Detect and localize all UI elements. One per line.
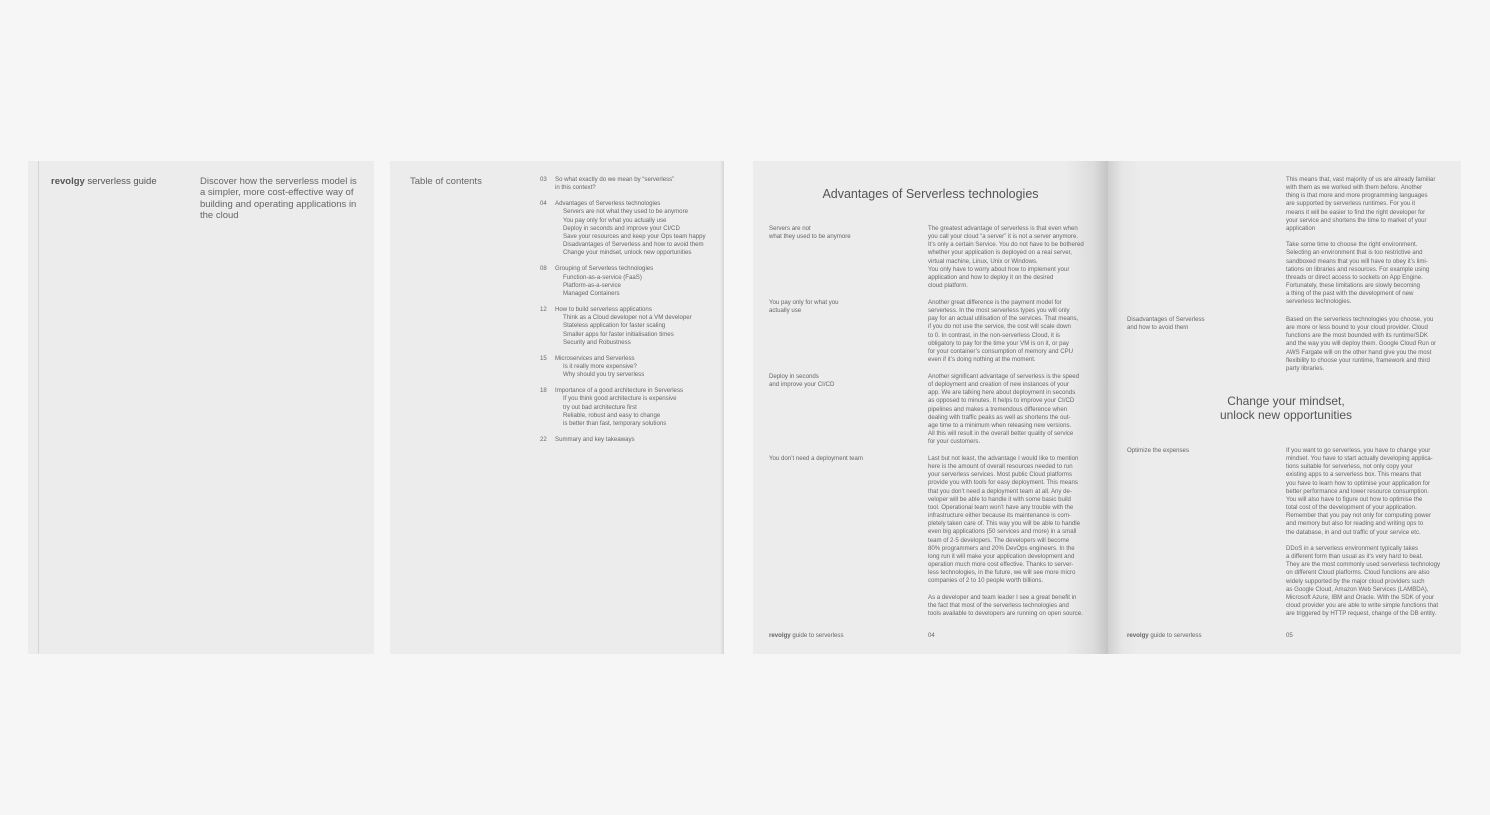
- toc-list: [540, 176, 720, 452]
- toc-subsection: Security and Robustness: [563, 338, 631, 346]
- brand-name: revolgy: [51, 176, 85, 187]
- toc-subsection: Managed Containers: [563, 289, 620, 297]
- page-number: 05: [1286, 632, 1293, 639]
- toc-section: [540, 265, 720, 298]
- toc-section-title: Grouping of Serverless technologies: [555, 265, 654, 273]
- toc-subsection: You pay only for what you actually use: [563, 216, 667, 224]
- toc-section-title: Microservices and Serverless: [555, 354, 635, 362]
- toc-subsection: Function-as-a-service (FaaS): [563, 273, 642, 281]
- section-body-disadvantages: Based on the serverless technologies you choose, you are more or less bound to your cloud provider. Cloud functions are the most bounded with its runtime/SDK and the way you will deploy them. Google Cloud Run or AWS Fargate will on the other hand give you the most flexibility to choose your runtime, framework and third party libraries.: [1286, 316, 1437, 372]
- toc-subsection: Is it really more expensive?: [563, 362, 637, 370]
- cover-page: [28, 161, 374, 654]
- toc-section: [540, 355, 720, 379]
- section-label-optimize: Optimize the expenses: [1127, 447, 1189, 454]
- toc-section-title: So what exactly do we mean by “serverless” in this context?: [555, 176, 675, 192]
- section-body-servers: The greatest advantage of serverless is that even when you call your cloud “a server” it is not a server anymore. It’s only a certain Service. You do not have to be bothered whether your application is deployed on a real server, virtual machine, Linux, Unix or Windows. You only have to worry about how to implement your application and how to deploy it on the desired cloud platform.: [928, 225, 1084, 290]
- page-footer: revolgy guide to serverless: [769, 632, 844, 639]
- toc-page-number: 15: [540, 354, 547, 362]
- section-body-deploy: Another significant advantage of serverless is the speed of deployment and creation of new instances of your app. We are talking here about deployment in seconds as opposed to minutes. It helps to improve your CI/CD pipelines and makes a tremendous difference when dealing with traffic peaks as well as shortens the out- age time to a minimum when releasing new versions. All this will result in the overall better quality of service for your customers.: [928, 373, 1080, 446]
- toc-subsection: Change your mindset, unlock new opportunities: [563, 249, 692, 257]
- toc-subsection: Deploy in seconds and improve your CI/CD: [563, 224, 680, 232]
- toc-page: [390, 161, 724, 654]
- page-footer: revolgy guide to serverless: [1127, 632, 1202, 639]
- toc-section-title: Summary and key takeaways: [555, 436, 635, 444]
- toc-subsection: is better than fast, temporary solutions: [563, 419, 667, 427]
- toc-page-number: 22: [540, 436, 547, 444]
- toc-subsection: Servers are not what they used to be anymore: [563, 208, 688, 216]
- page-number: 04: [928, 632, 935, 639]
- toc-section-title: How to build serverless applications: [555, 306, 652, 314]
- section-body-optimize: If you want to go serverless, you have to change your mindset. You have to start actually developing applica- tions suitable for serverless, not only copy your existing apps to a serverless box. This means that you have to learn how to optimise your application for better performance and lower resource consumption. You will also have to figure out how to optimise the total cost of the development of your application. Remember that you pay not only for computing power and memory but also for reading and writing ops to the database, in and out traffic of your service etc. DDoS in a serverless environment typically takes a different form than usual as it’s very hard to beat. They are the most commonly used serverless technology on different Cloud platforms. Cloud functions are also widely supported by the major cloud providers such as Google Cloud, Amazon Web Services (LAMBDA), Microsoft Azure, IBM and Oracle. With the SDK of your cloud provider you are able to write simple functions that are triggered by HTTP request, change of the DB entity.: [1286, 447, 1441, 618]
- page-05: [1108, 161, 1461, 654]
- toc-subsection: Reliable, robust and easy to change: [563, 411, 661, 419]
- section-heading: Advantages of Serverless technologies: [822, 187, 1039, 201]
- toc-page-number: 12: [540, 306, 547, 314]
- toc-subsection: try out bad architecture first: [563, 403, 637, 411]
- toc-section: [540, 306, 720, 347]
- section-label-servers: Servers are not what they used to be anymore: [769, 225, 851, 241]
- section-label-pay: You pay only for what you actually use: [769, 299, 839, 315]
- toc-section: [540, 387, 720, 428]
- section-body-pay: Another great difference is the payment model for serverless. In the most serverless types you will only pay for an actual utilisation of the services. That means, if you do not use the service, the cost will scale down to 0. In contrast, in the non-serverless Cloud, it is obligatory to pay for the time your VM is on it, or pay for your container’s consumption of memory and CPU even if it’s doing nothing at the moment.: [928, 299, 1079, 364]
- toc-section-title: Advantages of Serverless technologies: [555, 200, 661, 208]
- section-body-team: Last but not least, the advantage I would like to mention here is the amount of overall resources needed to run your serverless services. Most public Cloud platforms provide you with tools for easy deployment. This means that you don’t need a deployment team at all. Any de- veloper will be able to handle it with some basic build tool. Operational team won’t have any trouble with the infrastructure either because its maintenance is com- pletely taken care of. This way you will be able to handle even big applications (50 services and more) in a small team of 2-5 developers. The developers will become 80% programmers and 20% DevOps engineers. In the long run it will make your application development and operation much more cost effective. Thanks to server- less technologies, in the future, we will see more micro companies of 2 to 10 people worth billions. As a developer and team leader I see a great benefit in the fact that most of the serverless technologies and tools available to developers are running on open source.: [928, 455, 1083, 617]
- toc-page-number: 04: [540, 200, 547, 208]
- toc-section: [540, 200, 720, 257]
- toc-section-title: Importance of a good architecture in Serverless: [555, 387, 684, 395]
- mindset-heading: Change your mindset, unlock new opportunities: [1219, 394, 1353, 422]
- toc-page-number: 08: [540, 265, 547, 273]
- toc-page-number: 03: [540, 176, 547, 183]
- toc-page-number: 18: [540, 387, 547, 395]
- brand-title: [51, 176, 157, 187]
- continued-text: This means that, vast majority of us are already familiar with them as we worked with them before. Another thing is that more and more programming languages are supported by serverless runtimes. For you it means it will be easier to find the right developer for your service and shortens the time to market of your application Take some time to choose the right environment. Selecting an environment that is too restrictive and sandboxed means that you will have to obey it’s limi- tations on libraries and resources. For example using threads or direct access to sockets on App Engine. Fortunately, these limitations are slowly becoming a thing of the past with the development of new serverless technologies.: [1286, 176, 1436, 306]
- toc-subsection: Disadvantages of Serverless and how to avoid them: [563, 241, 704, 249]
- section-label-disadvantages: Disadvantages of Serverless and how to avoid them: [1127, 316, 1205, 332]
- toc-subsection: Smaller apps for faster initialisation times: [563, 330, 674, 338]
- section-label-deploy: Deploy in seconds and improve your CI/CD: [769, 373, 835, 389]
- toc-subsection: Why should you try serverless: [563, 371, 645, 379]
- section-label-team: You don’t need a deployment team: [769, 455, 863, 462]
- toc-subsection: Platform-as-a-service: [563, 281, 621, 289]
- toc-subsection: Stateless application for faster scaling: [563, 322, 666, 330]
- toc-section: [540, 176, 720, 192]
- toc-subsection: If you think good architecture is expensive: [563, 395, 677, 403]
- page-04: [753, 161, 1108, 654]
- brand-subtitle: serverless guide: [84, 176, 157, 187]
- toc-title: Table of contents: [410, 176, 482, 187]
- toc-subsection: Think as a Cloud developer not a VM developer: [563, 314, 692, 322]
- toc-section: [540, 436, 720, 444]
- intro-text: Discover how the serverless model is a simpler, more cost-effective way of building and operating applications in the cloud: [200, 176, 357, 221]
- toc-subsection: Save your resources and keep your Ops team happy: [563, 232, 706, 240]
